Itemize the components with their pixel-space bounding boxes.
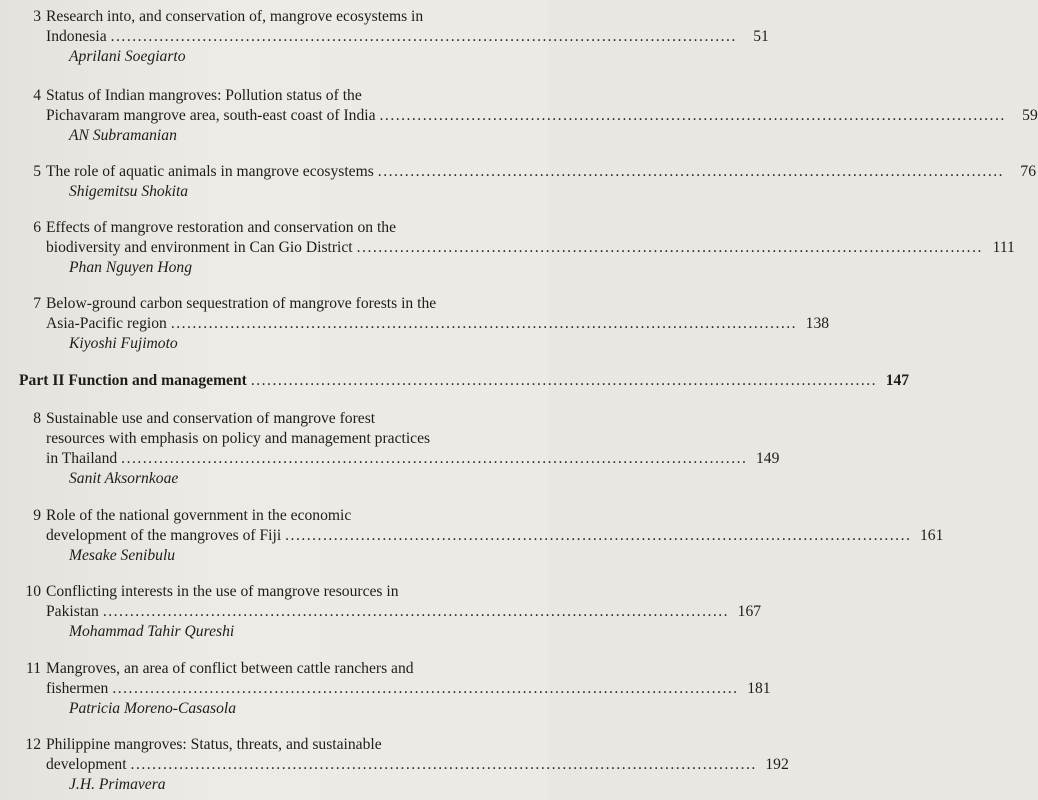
entry-title-line [17, 602, 762, 622]
entry-title: Research into, and conservation of, mangrove ecosystems in [46, 8, 424, 25]
entry-title: The role of aquatic animals in mangrove ecosystems [46, 163, 374, 180]
entry-title-line [17, 506, 527, 526]
entry-title: Below-ground carbon sequestration of mangrove forests in the [46, 295, 437, 312]
entry-title: Mangroves, an area of conflict between cattle ranchers and [46, 660, 414, 677]
entry-title: development [46, 756, 127, 773]
entry-title: Status of Indian mangroves: Pollution status of the [46, 87, 362, 104]
entry-title: Role of the national government in the economic [46, 507, 352, 524]
entry-author: J.H. Primavera [69, 776, 166, 793]
entry-author: Mesake Senibulu [69, 547, 176, 564]
entry-title: in Thailand [46, 450, 118, 467]
dot-leader: .................................................................................................................... [250, 372, 878, 389]
entry-number: 10 [25, 583, 41, 600]
entry-title-line [17, 755, 789, 775]
entry-title-line [17, 659, 527, 679]
entry-title-line [17, 582, 527, 602]
entry-title-line [17, 735, 527, 755]
part-heading-line [19, 371, 910, 391]
entry-author: Phan Nguyen Hong [69, 259, 192, 276]
entry-number: 6 [33, 219, 41, 236]
entry-title: Philippine mangroves: Status, threats, and sustainable [46, 736, 382, 753]
dot-leader: .................................................................................................................... [285, 527, 912, 544]
entry-title-line [17, 86, 527, 106]
dot-leader: .................................................................................................................... [110, 28, 737, 45]
dot-leader: .................................................................................................................... [379, 107, 1006, 124]
entry-number: 5 [33, 163, 41, 180]
entry-title-line [17, 218, 527, 238]
page-number: 181 [747, 680, 771, 697]
page-number: 76 [1020, 163, 1037, 180]
entry-title: Sustainable use and conservation of mangrove forest [46, 410, 376, 427]
entry-title: Indonesia [46, 28, 107, 45]
entry-title-line [17, 409, 527, 429]
entry-title: biodiversity and environment in Can Gio District [46, 239, 353, 256]
entry-title-line [17, 238, 1015, 258]
dot-leader: .................................................................................................................... [356, 239, 983, 256]
entry-title-line [17, 449, 780, 469]
page-number: 149 [756, 450, 780, 467]
entry-number: 3 [33, 8, 41, 25]
entry-number: 7 [33, 295, 41, 312]
entry-number: 8 [33, 410, 41, 427]
entry-title-line [17, 294, 527, 314]
page-number: 51 [753, 28, 769, 45]
entry-author: Sanit Aksornkoae [69, 470, 179, 487]
entry-title: Pakistan [46, 603, 99, 620]
dot-leader: .................................................................................................................... [102, 603, 730, 620]
entry-author: Aprilani Soegiarto [69, 48, 186, 65]
entry-title: Conflicting interests in the use of mangrove resources in [46, 583, 399, 600]
page-number: 192 [765, 756, 789, 773]
entry-author: Mohammad Tahir Qureshi [69, 623, 235, 640]
entry-title: Effects of mangrove restoration and conservation on the [46, 219, 397, 236]
entry-title-line [17, 314, 830, 334]
entry-title-line [17, 27, 769, 47]
entry-number: 4 [33, 87, 41, 104]
page-number: 147 [885, 372, 910, 389]
entry-title-line [17, 162, 1037, 182]
entry-title: development of the mangroves of Fiji [46, 527, 282, 544]
entry-title: fishermen [46, 680, 109, 697]
entry-title: resources with emphasis on policy and management practices [46, 430, 431, 447]
entry-title-line [17, 429, 527, 449]
entry-author: AN Subramanian [69, 127, 177, 144]
entry-number: 9 [33, 507, 41, 524]
page-number: 111 [992, 239, 1015, 256]
entry-title-line [17, 679, 771, 699]
entry-author: Kiyoshi Fujimoto [69, 335, 178, 352]
entry-title-line [17, 106, 1038, 126]
entry-title: Pichavaram mangrove area, south-east coast of India [46, 107, 376, 124]
entry-title: Asia-Pacific region [46, 315, 167, 332]
page-number: 161 [919, 527, 944, 544]
dot-leader: .................................................................................................................... [130, 756, 757, 773]
page-number: 59 [1022, 107, 1038, 124]
dot-leader: .................................................................................................................... [112, 680, 739, 697]
entry-author: Shigemitsu Shokita [69, 183, 189, 200]
page-number: 167 [737, 603, 762, 620]
entry-title-line [17, 526, 944, 546]
entry-title-line [17, 7, 527, 27]
entry-author: Patricia Moreno-Casasola [69, 700, 237, 717]
dot-leader: .................................................................................................................... [121, 450, 748, 467]
part-title: Part II Function and management [19, 372, 247, 389]
dot-leader: .................................................................................................................... [377, 163, 1005, 180]
entry-number: 11 [25, 660, 41, 677]
entry-number: 12 [25, 736, 41, 753]
dot-leader: .................................................................................................................... [170, 315, 798, 332]
page-number: 138 [805, 315, 830, 332]
